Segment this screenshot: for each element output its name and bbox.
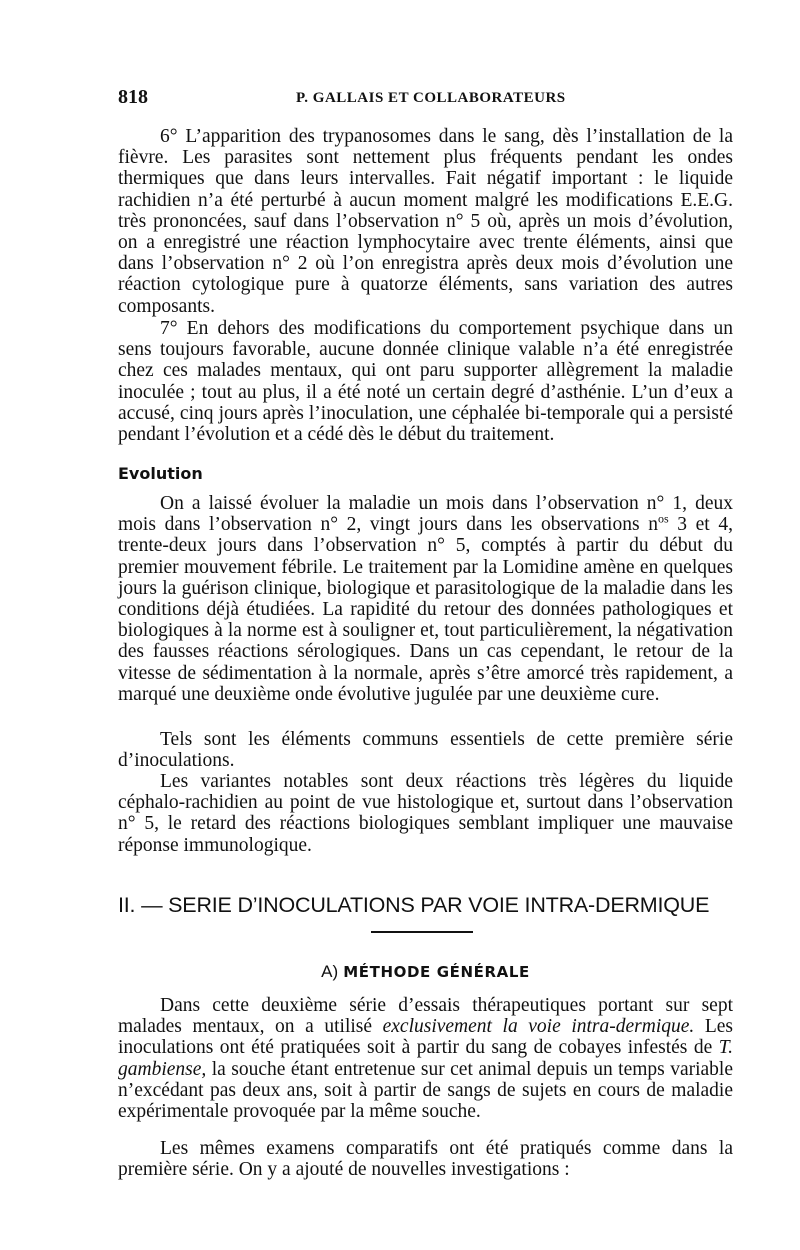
text-run: 3 et 4, trente-deux jours dans l’observation n° 5, comptés à partir du début du premier mouvement fébrile. Le traitement par la Lomidine amène en quelques jours la guérison clinique, biologique et parasitologique de la maladie dans les conditions déjà étudiées. La rapidité du retour des données pathologiques et biologiques à la norme est à souligner et, tout particulièrement, la négativation des fausses réactions sérologiques. Dans un cas cependant, le retour de la vitesse de sédimentation à la normale, après s’être amorcé très rapidement, a marqué une deuxième onde évolutive jugulée par une deuxième cure. [118,514,733,705]
title-rule [371,931,473,933]
text-run: On a laissé évoluer la maladie un mois dans l’observation n° 1, deux mois dans l’observation n° 2, vingt jours dans les observations n [118,493,733,536]
subsection-heading [118,962,733,982]
paragraph-text: Les variantes notables sont deux réactions très légères du liquide céphalo-rachidien au point de vue histologique et, surtout dans l’observation n° 5, le retard des réactions biologiques semblant impliquer une mauvaise réponse immunologique. [118,771,733,856]
text-run: Les inoculations ont été pratiquées soit à partir du sang de cobayes infestés de [118,1016,734,1059]
paragraph-text: Les mêmes examens comparatifs ont été pratiqués comme dans la première série. On y a ajouté de nouvelles investigations : [118,1138,733,1181]
paragraph-6 [118,126,733,317]
paragraph-text: 7° En dehors des modifications du comportement psychique dans un sens toujours favorable, aucune donnée clinique valable n’a été enregistrée chez ces malades mentaux, qui ont paru supporter allègrement la maladie inoculée ; tout au plus, il a été noté un certain degré d’asthénie. L’un d’eux a accusé, cinq jours après l’inoculation, une céphalée bi-temporale qui a persisté pendant l’évolution et a cédé dès le début du traitement. [118,318,733,446]
paragraph-common-elements [118,729,733,771]
subsection-letter: A) [321,962,339,981]
paragraph-method [118,995,733,1122]
paragraph-text: 6° L’apparition des trypanosomes dans le sang, dès l’installation de la fièvre. Les parasites sont nettement plus fréquents pendant les ondes thermiques que dans leurs intervalles. Fait négatif important : le liquide rachidien n’a été perturbé à aucun moment malgré les modifications E.E.G. très prononcées, sauf dans l’observation n° 5 où, après un mois d’évolution, on a enregistré une réaction lymphocytaire avec trente éléments, ainsi que dans l’observation n° 2 où l’on enregistra après deux mois d’évolution une réaction cytologique pure à quatorze éléments, sans variation des autres composants. [118,126,733,317]
superscript: os [657,511,669,526]
page-header [118,86,733,116]
paragraph-7 [118,318,733,445]
paragraph-text [118,493,733,705]
paragraph-variants [118,771,733,856]
paragraph-text [118,995,733,1122]
emphasis-text: T. gambiense, [118,1037,733,1080]
section-heading-evolution: Evolution [118,464,203,483]
paragraph-text: Tels sont les éléments communs essentiels de cette première série d’inoculations. [118,729,733,772]
paragraph-examinations [118,1138,733,1180]
subsection-title: MÉTHODE GÉNÉRALE [343,963,530,981]
text-run: Dans cette deuxième série d’essais thérapeutiques portant sur sept malades mentaux, on a utilisé [118,995,733,1038]
part-title: II. — SERIE D’INOCULATIONS PAR VOIE INTRA-DERMIQUE [118,893,710,917]
text-run: la souche étant entretenue sur cet animal depuis un temps variable n’excédant pas deux ans, soit à partir de sangs de sujets en cours de maladie expérimentale provoquée par la même souche. [118,1058,733,1123]
paragraph-evolution [118,493,733,705]
running-head: P. GALLAIS ET COLLABORATEURS [296,90,566,106]
page-number: 818 [118,86,148,108]
emphasis-text: exclusivement la voie intra-dermique. [382,1016,695,1038]
